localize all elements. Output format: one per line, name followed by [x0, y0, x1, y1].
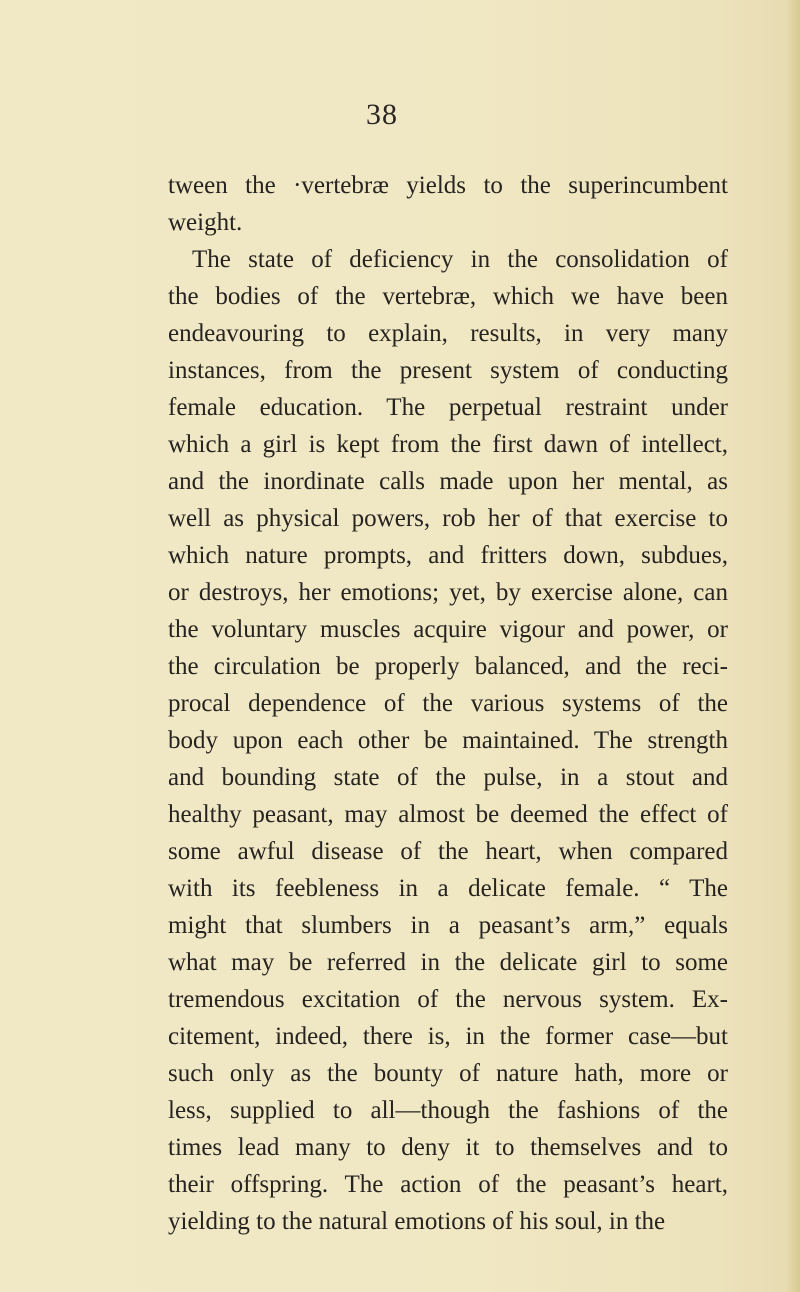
text-line: female education. The perpetual restraint under	[168, 394, 728, 421]
text-line: endeavouring to explain, results, in very many	[168, 320, 728, 347]
text-line: some awful disease of the heart, when compared	[168, 838, 728, 865]
text-line: and bounding state of the pulse, in a stout and	[168, 764, 728, 791]
text-line: weight.	[168, 209, 243, 236]
text-line: instances, from the present system of conducting	[168, 357, 728, 384]
text-line: less, supplied to all—though the fashions of the	[168, 1097, 728, 1124]
text-line: healthy peasant, may almost be deemed the effect of	[168, 801, 728, 828]
text-line: the circulation be properly balanced, and the reci-	[168, 653, 728, 680]
text-line: yielding to the natural emotions of his soul, in the	[168, 1208, 666, 1235]
page-number: 38	[366, 98, 398, 131]
text-line: tremendous excitation of the nervous system. Ex-	[168, 986, 728, 1013]
text-line: citement, indeed, there is, in the former case—but	[168, 1023, 728, 1050]
text-line: times lead many to deny it to themselves and to	[168, 1134, 728, 1161]
body-text	[168, 167, 728, 1240]
text-line: or destroys, her emotions; yet, by exercise alone, can	[168, 579, 728, 606]
text-line: procal dependence of the various systems of the	[168, 690, 728, 717]
text-line: with its feebleness in a delicate female. “ The	[168, 875, 728, 902]
text-line: The state of deficiency in the consolidation of	[192, 246, 728, 273]
text-line: body upon each other be maintained. The strength	[168, 727, 728, 754]
text-line: tween the ·vertebræ yields to the superincumbent	[168, 172, 728, 199]
text-line: which nature prompts, and fritters down, subdues,	[168, 542, 728, 569]
text-line: might that slumbers in a peasant’s arm,” equals	[168, 912, 728, 939]
text-line: their offspring. The action of the peasant’s heart,	[168, 1171, 728, 1198]
text-line: well as physical powers, rob her of that exercise to	[168, 505, 728, 532]
text-line: such only as the bounty of nature hath, more or	[168, 1060, 728, 1087]
page-edge-shadow	[786, 0, 800, 1292]
text-line: and the inordinate calls made upon her mental, as	[168, 468, 728, 495]
text-line: which a girl is kept from the first dawn of intellect,	[168, 431, 728, 458]
text-line: the bodies of the vertebræ, which we have been	[168, 283, 728, 310]
text-line: what may be referred in the delicate girl to some	[168, 949, 728, 976]
text-line: the voluntary muscles acquire vigour and power, or	[168, 616, 728, 643]
